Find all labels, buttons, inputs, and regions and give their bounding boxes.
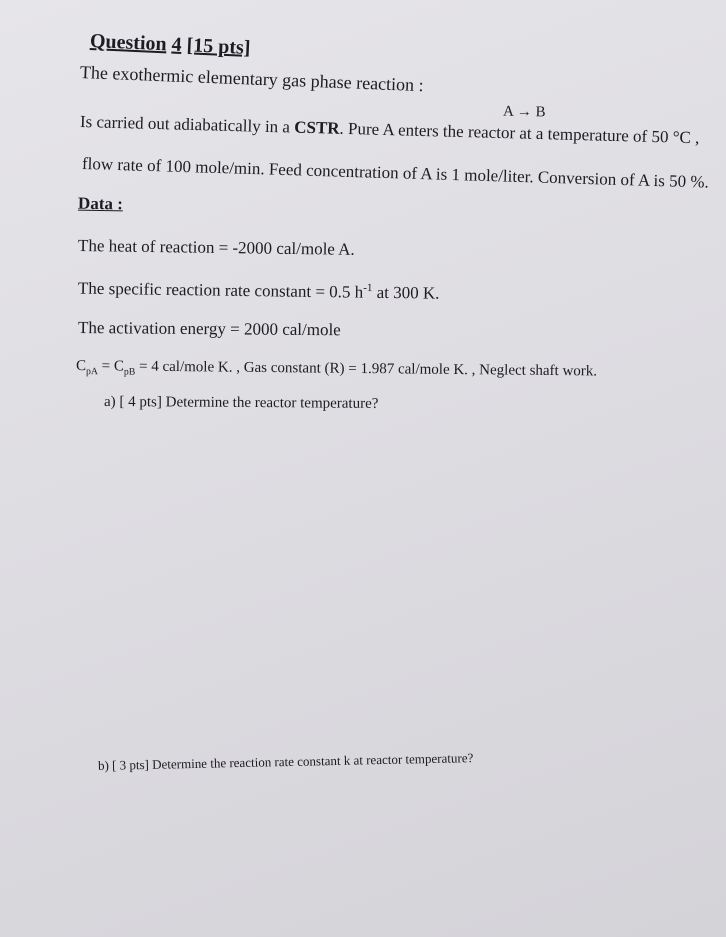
cp-subscript-b: pB (123, 366, 136, 378)
intro-text: The exothermic elementary gas phase reaction : (79, 62, 425, 96)
rate-constant-exponent: -1 (363, 281, 373, 295)
cp-equals: = C (97, 358, 125, 375)
activation-energy: The activation energy = 2000 cal/mole (77, 318, 341, 340)
reaction-equation: A → B (502, 103, 546, 121)
question-number: 4 (171, 33, 183, 56)
problem-sentence-1 (80, 112, 700, 148)
problem-sentence-2: flow rate of 100 mole/min. Feed concentration of A is 1 mole/liter. Conversion of A is 50 %. (81, 154, 710, 192)
rate-constant-temp: at 300 K. (372, 282, 440, 303)
part-b-question: b) [ 3 pts] Determine the reaction rate constant k at reactor temperature? (97, 750, 474, 773)
sentence1-part-b: . Pure A enters the reactor at a temperature of 50 °C , (339, 118, 700, 148)
heat-of-reaction: The heat of reaction = -2000 cal/mole A. (77, 236, 355, 259)
cp-symbol-a: C (75, 358, 87, 375)
question-points: [15 pts] (186, 34, 251, 59)
cp-subscript-a: pA (85, 366, 98, 378)
question-title (89, 30, 250, 60)
part-a-question: a) [ 4 pts] Determine the reactor temperature? (103, 394, 379, 412)
rate-constant (78, 278, 440, 304)
sentence1-cstr: CSTR (293, 117, 340, 138)
question-label: Question (89, 30, 168, 56)
sentence1-part-a: Is carried out adiabatically in a (79, 112, 295, 137)
heat-capacity-line (76, 358, 597, 382)
data-heading: Data : (77, 193, 124, 214)
rate-constant-text: The specific reaction rate constant = 0.5 h (77, 278, 364, 302)
cp-rest: = 4 cal/mole K. , Gas constant (R) = 1.987 cal/mole K. , Neglect shaft work. (135, 358, 598, 380)
